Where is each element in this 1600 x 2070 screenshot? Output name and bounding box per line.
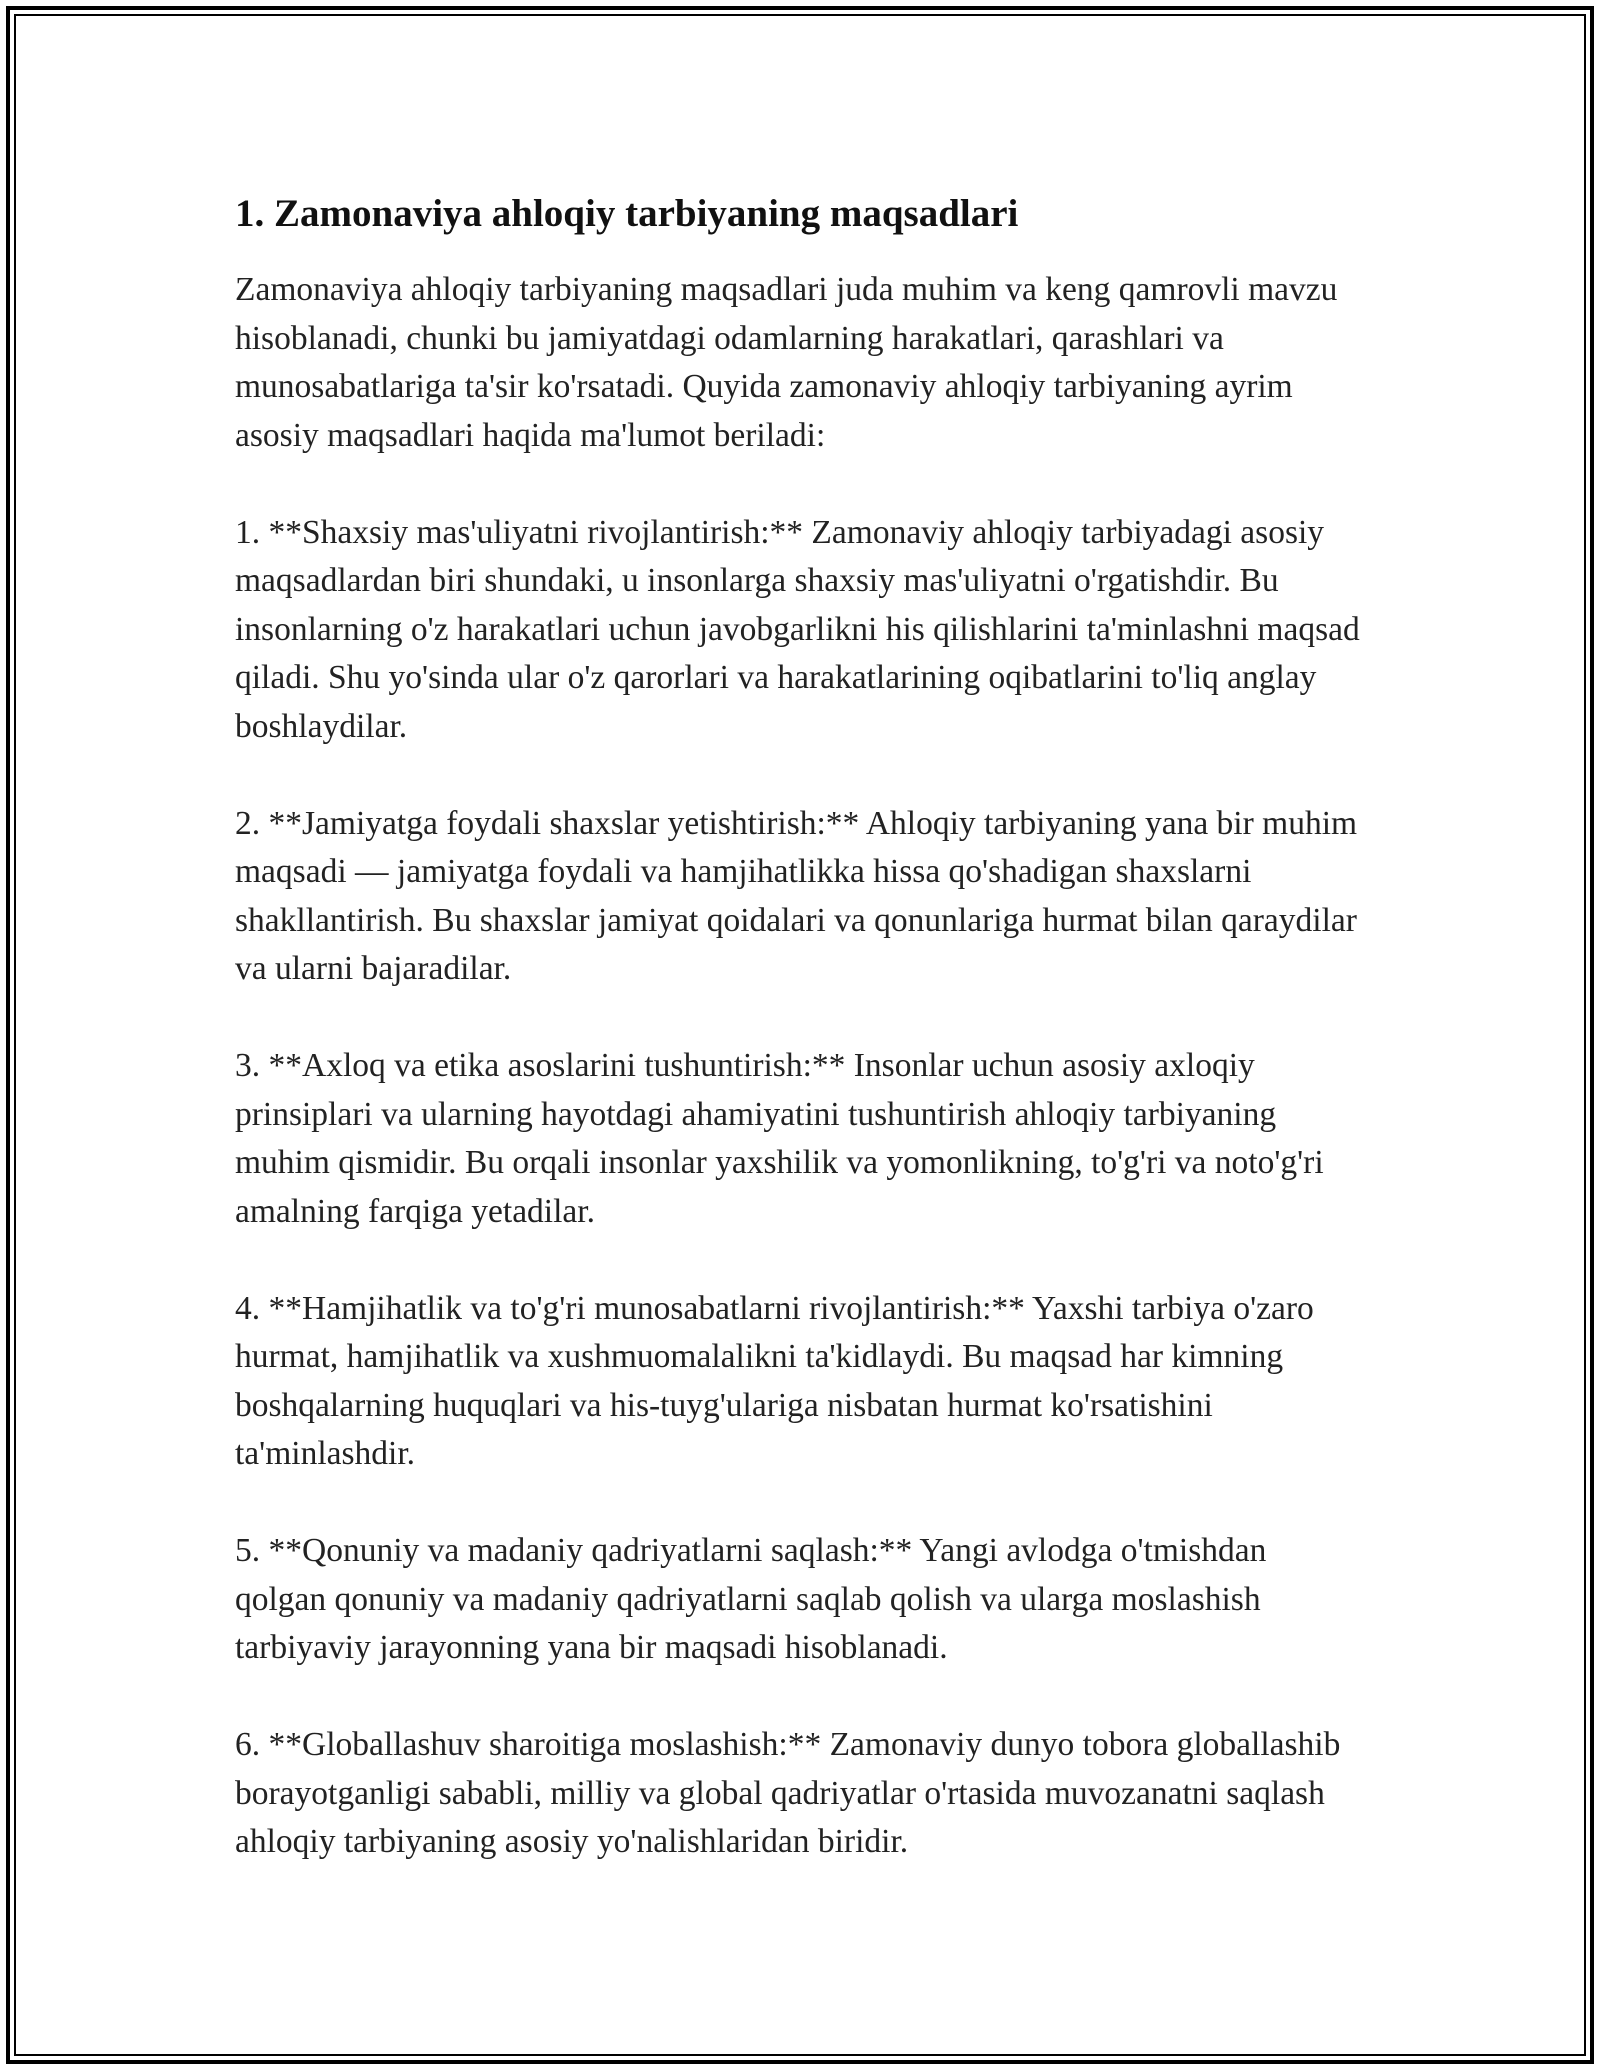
list-item: 4. **Hamjihatlik va to'g'ri munosabatlarni rivojlantirish:** Yaxshi tarbiya o'zaro hurmat, hamjihatlik va xushmuomalalikni ta'kidlaydi. Bu maqsad har kimning boshqalarning huquqlari va his-tuyg'ulariga nisbatan hurmat ko'rsatishini ta'minlashdir. xyxy=(235,1289,1314,1472)
list-item: 1. **Shaxsiy mas'uliyatni rivojlantirish:** Zamonaviy ahloqiy tarbiyadagi asosiy maqsadlardan biri shundaki, u insonlarga shaxsiy mas'uliyatni o'rgatishdir. Bu insonlarning o'z harakatlari uchun javobgarlikni his qilishlarini ta'minlashni maqsad qiladi. Shu yo'sinda ular o'z qarorlari va harakatlarining oqibatlarini to'liq anglay boshlaydilar. xyxy=(235,513,1360,745)
list-item: 6. **Globallashuv sharoitiga moslashish:** Zamonaviy dunyo tobora globallashib borayotganligi sababli, milliy va global qadriyatlar o'rtasida muvozanatni saqlash ahloqiy tarbiyaning asosiy yo'nalishlaridan biridir. xyxy=(235,1726,1341,1860)
document-body xyxy=(235,186,1365,1915)
list-item: 2. **Jamiyatga foydali shaxslar yetishtirish:** Ahloqiy tarbiyaning yana bir muhim maqsadi — jamiyatga foydali va hamjihatlikka hissa qo'shadigan shaxslarni shakllantirish. Bu shaxslar jamiyat qoidalari va qonunlariga hurmat bilan qaraydilar va ularni bajaradilar. xyxy=(235,804,1358,987)
list-item: 5. **Qonuniy va madaniy qadriyatlarni saqlash:** Yangi avlodga o'tmishdan qolgan qonuniy va madaniy qadriyatlarni saqlab qolish va ularga moslashish tarbiyaviy jarayonning yana bir maqsadi hisoblanadi. xyxy=(235,1532,1267,1666)
intro-paragraph: Zamonaviya ahloqiy tarbiyaning maqsadlari juda muhim va keng qamrovli mavzu hisoblanadi, chunki bu jamiyatdagi odamlarning harakatlari, qarashlari va munosabatlariga ta'sir ko'rsatadi. Quyida zamonaviy ahloqiy tarbiyaning ayrim asosiy maqsadlari haqida ma'lumot beriladi: xyxy=(235,271,1338,454)
document-title: 1. Zamonaviya ahloqiy tarbiyaning maqsadlari xyxy=(235,192,1019,235)
list-item: 3. **Axloq va etika asoslarini tushuntirish:** Insonlar uchun asosiy axloqiy prinsiplari va ularning hayotdagi ahamiyatini tushuntirish ahloqiy tarbiyaning muhim qismidir. Bu orqali insonlar yaxshilik va yomonlikning, to'g'ri va noto'g'ri amalning farqiga yetadilar. xyxy=(235,1047,1324,1230)
